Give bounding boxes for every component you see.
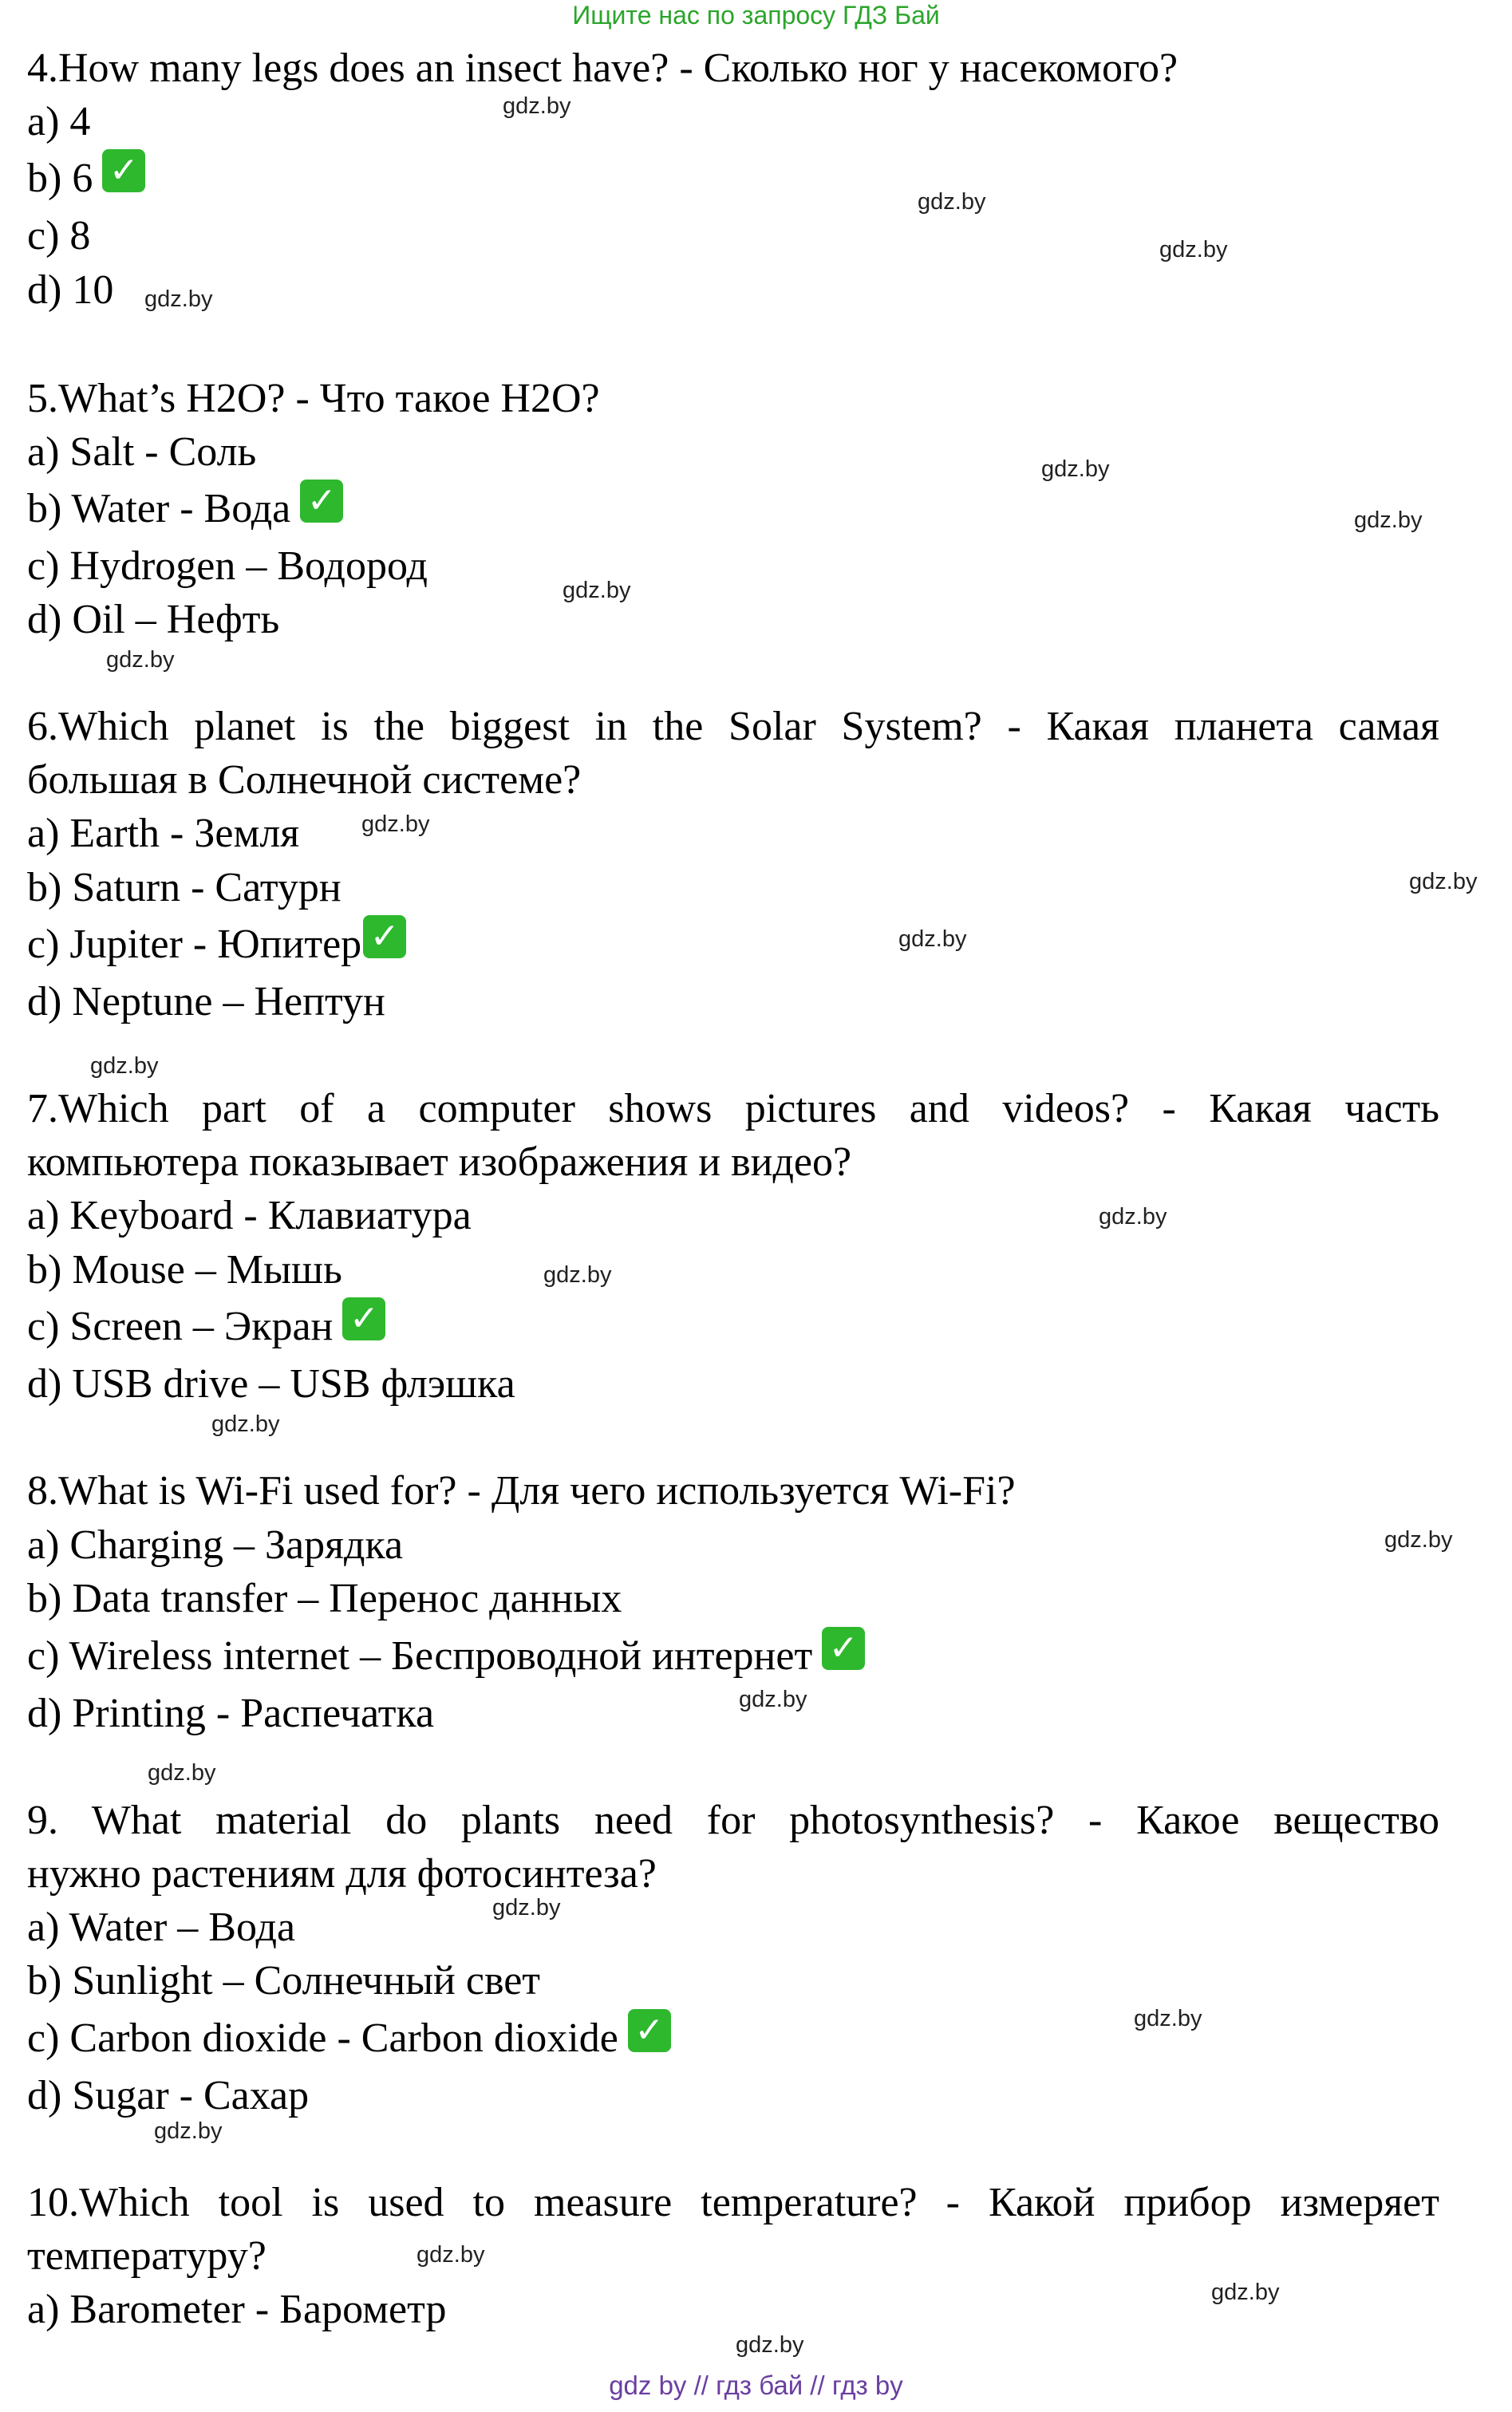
question-5-option-c: c) Hydrogen – Водород (27, 543, 428, 589)
question-9-option-c (27, 2010, 671, 2063)
question-6-text-line-2: большая в Солнечной системе? (27, 757, 582, 803)
search-hint-header: Ищите нас по запросу ГДЗ Бай (572, 1, 940, 30)
question-9-option-d: d) Sugar - Сахар (27, 2073, 310, 2118)
watermark: gdz.by (736, 2332, 804, 2358)
question-6-text-line-1: 6.Which planet is the biggest in the Solar System? - Какая планета самая (27, 704, 1439, 749)
site-footer: gdz by // гдз бай // гдз by (609, 2371, 903, 2400)
question-9-option-a: a) Water – Вода (27, 1905, 296, 1950)
watermark: gdz.by (361, 811, 430, 837)
question-7-option-b: b) Mouse – Мышь (27, 1247, 342, 1293)
option-text: c) Carbon dioxide - Carbon dioxide (27, 2015, 618, 2061)
watermark: gdz.by (898, 926, 967, 952)
question-8-text: 8.What is Wi-Fi used for? - Для чего используется Wi-Fi? (27, 1468, 1016, 1514)
question-6-option-d: d) Neptune – Нептун (27, 979, 385, 1024)
watermark: gdz.by (90, 1053, 159, 1079)
question-8-option-a: a) Charging – Зарядка (27, 1522, 404, 1568)
watermark: gdz.by (1099, 1204, 1167, 1230)
question-8-option-d: d) Printing - Распечатка (27, 1691, 435, 1736)
watermark: gdz.by (543, 1262, 612, 1288)
question-10-option-a: a) Barometer - Барометр (27, 2287, 447, 2332)
watermark: gdz.by (1134, 2006, 1202, 2031)
watermark: gdz.by (416, 2242, 485, 2268)
watermark: gdz.by (1211, 2280, 1280, 2305)
question-9-text-line-1: 9. What material do plants need for photosynthesis? - Какое вещество (27, 1798, 1439, 1843)
watermark: gdz.by (492, 1895, 561, 1921)
question-4-text: 4.How many legs does an insect have? - Сколько ног у насекомого? (27, 45, 1178, 91)
watermark: gdz.by (106, 647, 175, 673)
watermark: gdz.by (1041, 456, 1110, 482)
question-10-text-line-2: температуру? (27, 2233, 266, 2279)
question-5-option-a: a) Salt - Соль (27, 429, 257, 475)
option-text: b) 6 (27, 156, 93, 201)
watermark: gdz.by (148, 1760, 216, 1786)
watermark: gdz.by (1354, 507, 1423, 533)
check-mark-icon: ✓ (102, 149, 145, 192)
question-4-option-c: c) 8 (27, 213, 91, 259)
watermark: gdz.by (1159, 237, 1228, 263)
question-7-text-line-2: компьютера показывает изображения и видео? (27, 1139, 852, 1185)
question-9-option-b: b) Sunlight – Солнечный свет (27, 1958, 541, 2003)
check-mark-icon: ✓ (363, 915, 406, 958)
question-7-text-line-1: 7.Which part of a computer shows pictures and videos? - Какая часть (27, 1086, 1439, 1131)
watermark: gdz.by (154, 2118, 223, 2144)
watermark: gdz.by (918, 189, 986, 215)
question-4-option-a: a) 4 (27, 99, 91, 144)
watermark: gdz.by (739, 1687, 807, 1712)
watermark: gdz.by (1384, 1527, 1453, 1553)
check-mark-icon: ✓ (300, 480, 343, 523)
option-text: b) Water - Вода (27, 486, 291, 531)
option-text: c) Screen – Экран (27, 1304, 334, 1349)
question-7-option-d: d) USB drive – USB флэшка (27, 1361, 515, 1407)
question-8-option-c (27, 1628, 865, 1681)
question-6-option-a: a) Earth - Земля (27, 811, 300, 856)
question-5-option-d: d) Oil – Нефть (27, 597, 280, 642)
question-8-option-b: b) Data transfer – Перенос данных (27, 1576, 622, 1621)
watermark: gdz.by (1409, 869, 1478, 894)
question-5-text: 5.What’s H2O? - Что такое H2O? (27, 376, 600, 421)
check-mark-icon: ✓ (342, 1297, 385, 1340)
check-mark-icon: ✓ (628, 2009, 671, 2052)
watermark: gdz.by (503, 93, 571, 119)
option-text: c) Wireless internet – Беспроводной интернет (27, 1633, 813, 1679)
question-9-text-line-2: нужно растениям для фотосинтеза? (27, 1851, 657, 1897)
question-4-option-b (27, 150, 145, 203)
watermark: gdz.by (211, 1411, 280, 1437)
question-10-text-line-1: 10.Which tool is used to measure temperature? - Какой прибор измеряет (27, 2180, 1439, 2225)
question-5-option-b (27, 480, 343, 534)
question-7-option-a: a) Keyboard - Клавиатура (27, 1193, 472, 1238)
question-4-option-d: d) 10 (27, 267, 114, 313)
watermark: gdz.by (563, 578, 631, 603)
question-6-option-c (27, 916, 406, 969)
watermark: gdz.by (144, 286, 213, 312)
question-7-option-c (27, 1298, 385, 1352)
question-6-option-b: b) Saturn - Сатурн (27, 865, 341, 910)
option-text: c) Jupiter - Юпитер (27, 922, 362, 967)
check-mark-icon: ✓ (822, 1627, 865, 1670)
